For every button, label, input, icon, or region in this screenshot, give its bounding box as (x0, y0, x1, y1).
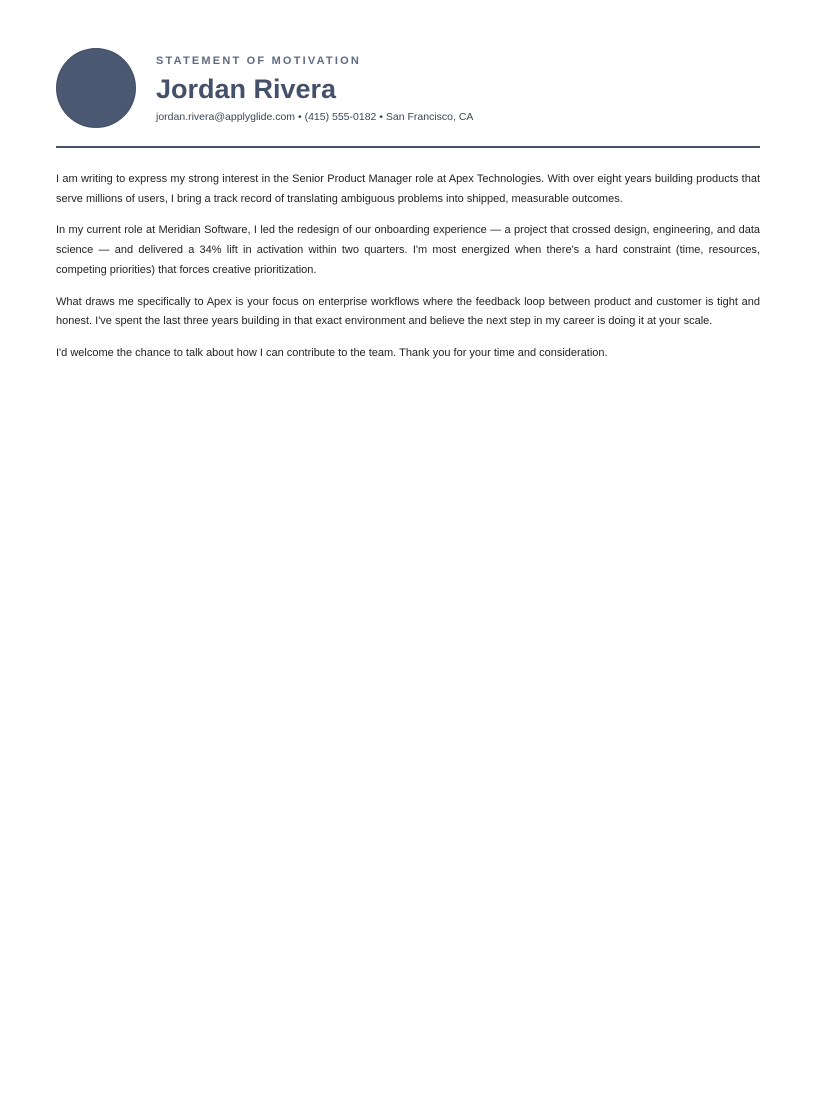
applicant-name: Jordan Rivera (156, 74, 337, 104)
body-paragraph: I'd welcome the chance to talk about how I can contribute to the team. Thank you for your time and consideration. (56, 346, 608, 359)
header-text (156, 48, 473, 124)
letter-header (56, 48, 760, 128)
letter-body (56, 170, 760, 376)
document-page (56, 48, 760, 359)
document-type-label: STATEMENT OF MOTIVATION (156, 55, 361, 67)
contact-line: jordan.rivera@applyglide.com • (415) 555-0182 • San Francisco, CA (156, 111, 474, 123)
body-paragraph: In my current role at Meridian Software, I led the redesign of our onboarding experience — a project that crossed design, engineering, and data science — and delivered a 34% lift in activation within two quarters. I'm most energized when there's a hard constraint (time, resources, competing priorities) that forces creative prioritization. (56, 224, 760, 276)
body-paragraph: What draws me specifically to Apex is your focus on enterprise workflows where the feedback loop between product and customer is tight and honest. I've spent the last three years building in that exact environment and believe the next step in my career is doing it at your scale. (56, 295, 760, 328)
header-divider (56, 146, 760, 148)
body-paragraph: I am writing to express my strong interest in the Senior Product Manager role at Apex Technologies. With over eight years building products that serve millions of users, I bring a track record of translating ambiguous problems into shipped, measurable outcomes. (56, 173, 760, 205)
avatar (56, 48, 136, 128)
